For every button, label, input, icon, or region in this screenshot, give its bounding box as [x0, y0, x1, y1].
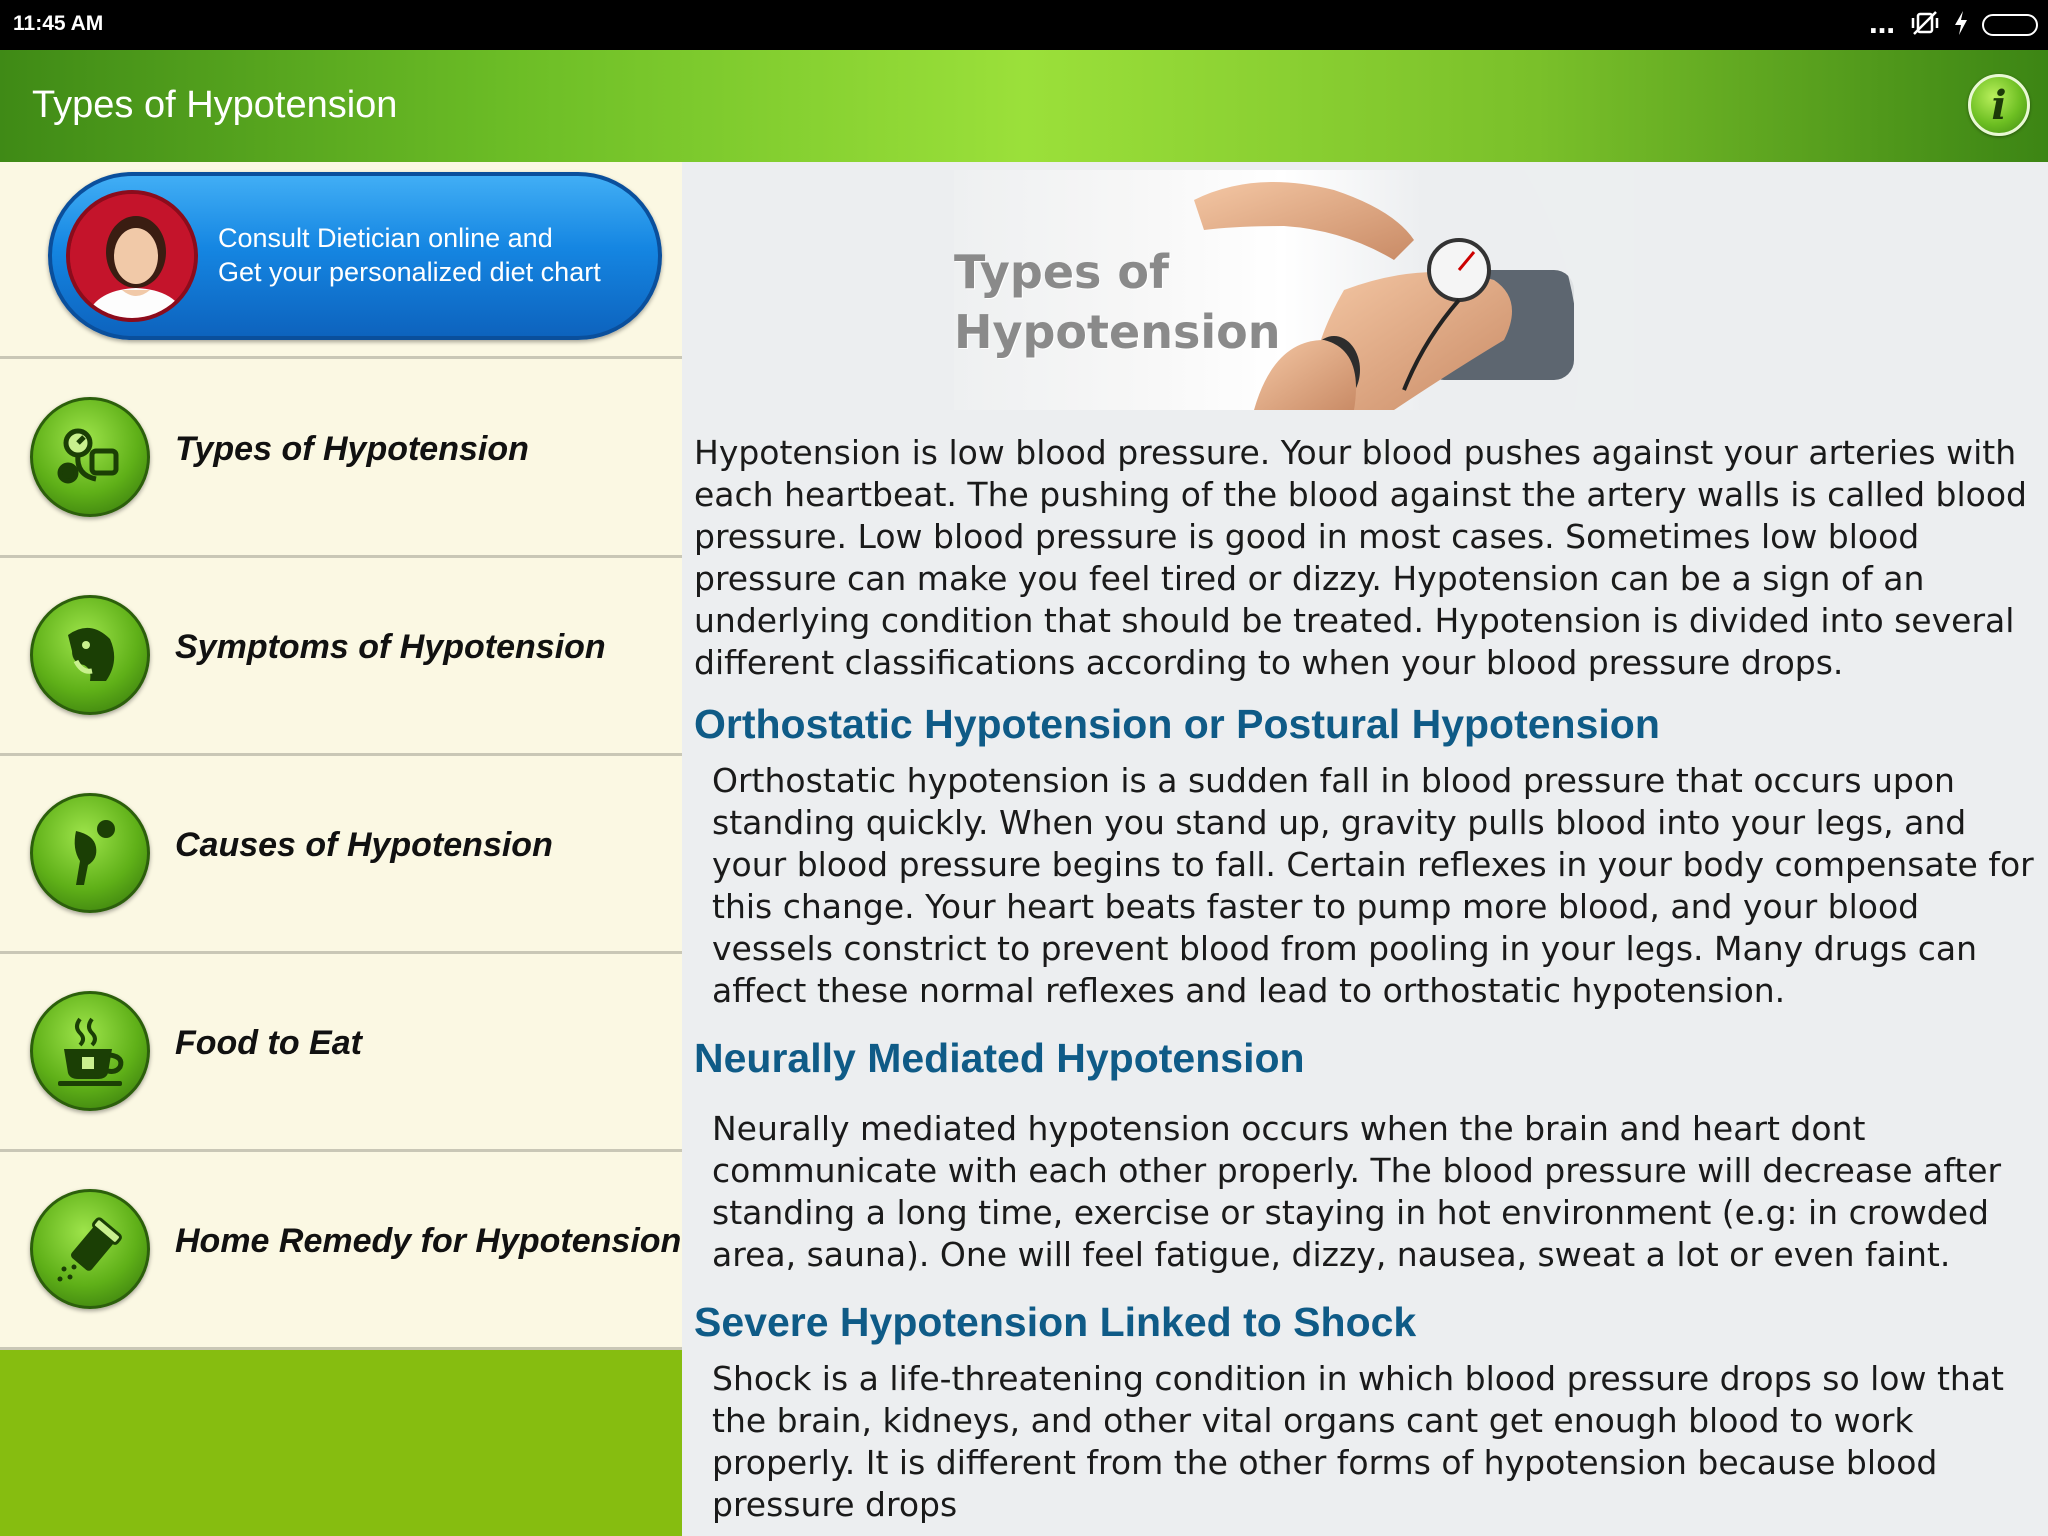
consult-line-1: Consult Dietician online and	[218, 223, 553, 253]
sidebar-item-causes[interactable]	[0, 756, 682, 954]
intro-paragraph: Hypotension is low blood pressure. Your blood pushes against your arteries with each heartbeat. The pushing of the blood against the artery walls is called blood pressure. Low blood pressure is good in most cases. Sometimes low blood pressure can make you feel tired or dizzy. Hypotension can be a sign of an underlying condition that should be treated. Hypotension is divided into several different classifications according to when your blood pressure drops.	[694, 433, 2027, 682]
sidebar	[0, 162, 682, 1536]
section-heading: Neurally Mediated Hypotension	[694, 1035, 1305, 1081]
page-title: Types of Hypotension	[32, 84, 398, 126]
consult-dietician-banner[interactable]	[48, 172, 662, 340]
sidebar-item-label: Food to Eat	[175, 1024, 362, 1062]
section-body: Shock is a life-threatening condition in which blood pressure drops so low that the brain, kidneys, and other vital organs cant get enough blood to work properly. It is different from the other forms of hypotension because blood pressure drops	[712, 1359, 2004, 1524]
sidebar-item-home-remedy[interactable]	[0, 1152, 682, 1350]
sidebar-item-label: Home Remedy for Hypotension	[175, 1222, 682, 1260]
status-bar	[0, 0, 2048, 50]
info-icon: i	[1991, 81, 2007, 129]
sidebar-item-food[interactable]	[0, 954, 682, 1152]
salt-shaker-icon	[30, 1189, 150, 1309]
blood-pressure-measurement-image	[1194, 170, 1634, 410]
status-time: 11:45 AM	[13, 12, 104, 35]
sidebar-item-label: Causes of Hypotension	[175, 826, 553, 864]
hero-title-line-2: Hypotension	[954, 305, 1281, 359]
coffee-cup-icon	[30, 991, 150, 1111]
sidebar-item-label: Types of Hypotension	[175, 430, 529, 468]
more-dots-icon: …	[1869, 10, 1896, 40]
article	[694, 432, 2034, 1526]
sidebar-item-label: Symptoms of Hypotension	[175, 628, 606, 666]
sidebar-item-symptoms[interactable]	[0, 558, 682, 756]
battery-icon	[1982, 14, 2038, 36]
section-body: Orthostatic hypotension is a sudden fall in blood pressure that occurs upon standing quickly. When you stand up, gravity pulls blood into your legs, and your blood pressure begins to fall. Certain reflexes in your body compensate for this change. Your heart beats faster to pump more blood, and your blood vessels constrict to prevent blood from pooling in your legs. Many drugs can affect these normal reflexes and lead to orthostatic hypotension.	[712, 761, 2034, 1010]
app-bar	[0, 50, 2048, 162]
info-button[interactable]	[1968, 74, 2030, 136]
sidebar-list	[0, 162, 682, 1350]
dizzy-face-icon	[30, 595, 150, 715]
dietician-avatar	[66, 190, 198, 322]
consult-banner-text	[218, 221, 601, 289]
sidebar-divider	[0, 356, 682, 359]
muted-vibrate-icon	[1910, 10, 1940, 40]
section-body: Neurally mediated hypotension occurs when the brain and heart dont communicate with each other properly. The blood pressure will decrease after standing a long time, exercise or staying in hot environment (e.g: in crowded area, sauna). One will feel fatigue, dizzy, nausea, sweat a lot or even faint.	[712, 1109, 2002, 1274]
sidebar-item-types[interactable]	[0, 360, 682, 558]
charging-bolt-icon	[1954, 11, 1968, 39]
main-content[interactable]	[682, 162, 2048, 1536]
bending-person-icon	[30, 793, 150, 913]
status-icons	[1869, 9, 2038, 41]
hero-title-line-1: Types of	[954, 245, 1170, 299]
consult-line-2: Get your personalized diet chart	[218, 257, 601, 287]
section-heading: Severe Hypotension Linked to Shock	[694, 1299, 1417, 1345]
blood-pressure-icon	[30, 397, 150, 517]
hero-banner	[954, 170, 1424, 410]
hero-title	[954, 242, 1281, 362]
section-heading: Orthostatic Hypotension or Postural Hypotension	[694, 701, 1660, 747]
